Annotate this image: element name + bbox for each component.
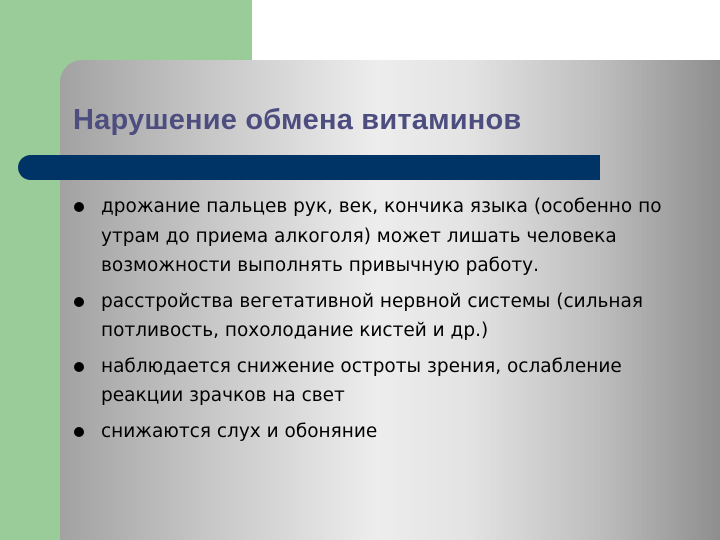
bullet-text: дрожание пальцев рук, век, кончика языка (особенно по утрам до приема алкоголя) может лишать человека возможности выполнять привычную работу. <box>101 196 662 276</box>
bullet-item <box>72 352 662 411</box>
bullet-dot-icon <box>74 297 84 307</box>
bullet-item <box>72 287 662 346</box>
bullet-dot-icon <box>74 362 84 372</box>
title-underline-bar <box>18 155 600 180</box>
bullet-item <box>72 192 662 281</box>
bullet-text: наблюдается снижение остроты зрения, ослабление реакции зрачков на свет <box>101 355 622 406</box>
bullet-item <box>72 417 662 447</box>
bullet-text: снижаются слух и обоняние <box>101 420 378 442</box>
bullet-dot-icon <box>74 427 84 437</box>
bullet-list <box>72 192 662 452</box>
bullet-dot-icon <box>74 202 84 212</box>
slide-title: Нарушение обмена витаминов <box>73 104 522 136</box>
bullet-text: расстройства вегетативной нервной системы (сильная потливость, похолодание кистей и др.) <box>101 290 643 341</box>
